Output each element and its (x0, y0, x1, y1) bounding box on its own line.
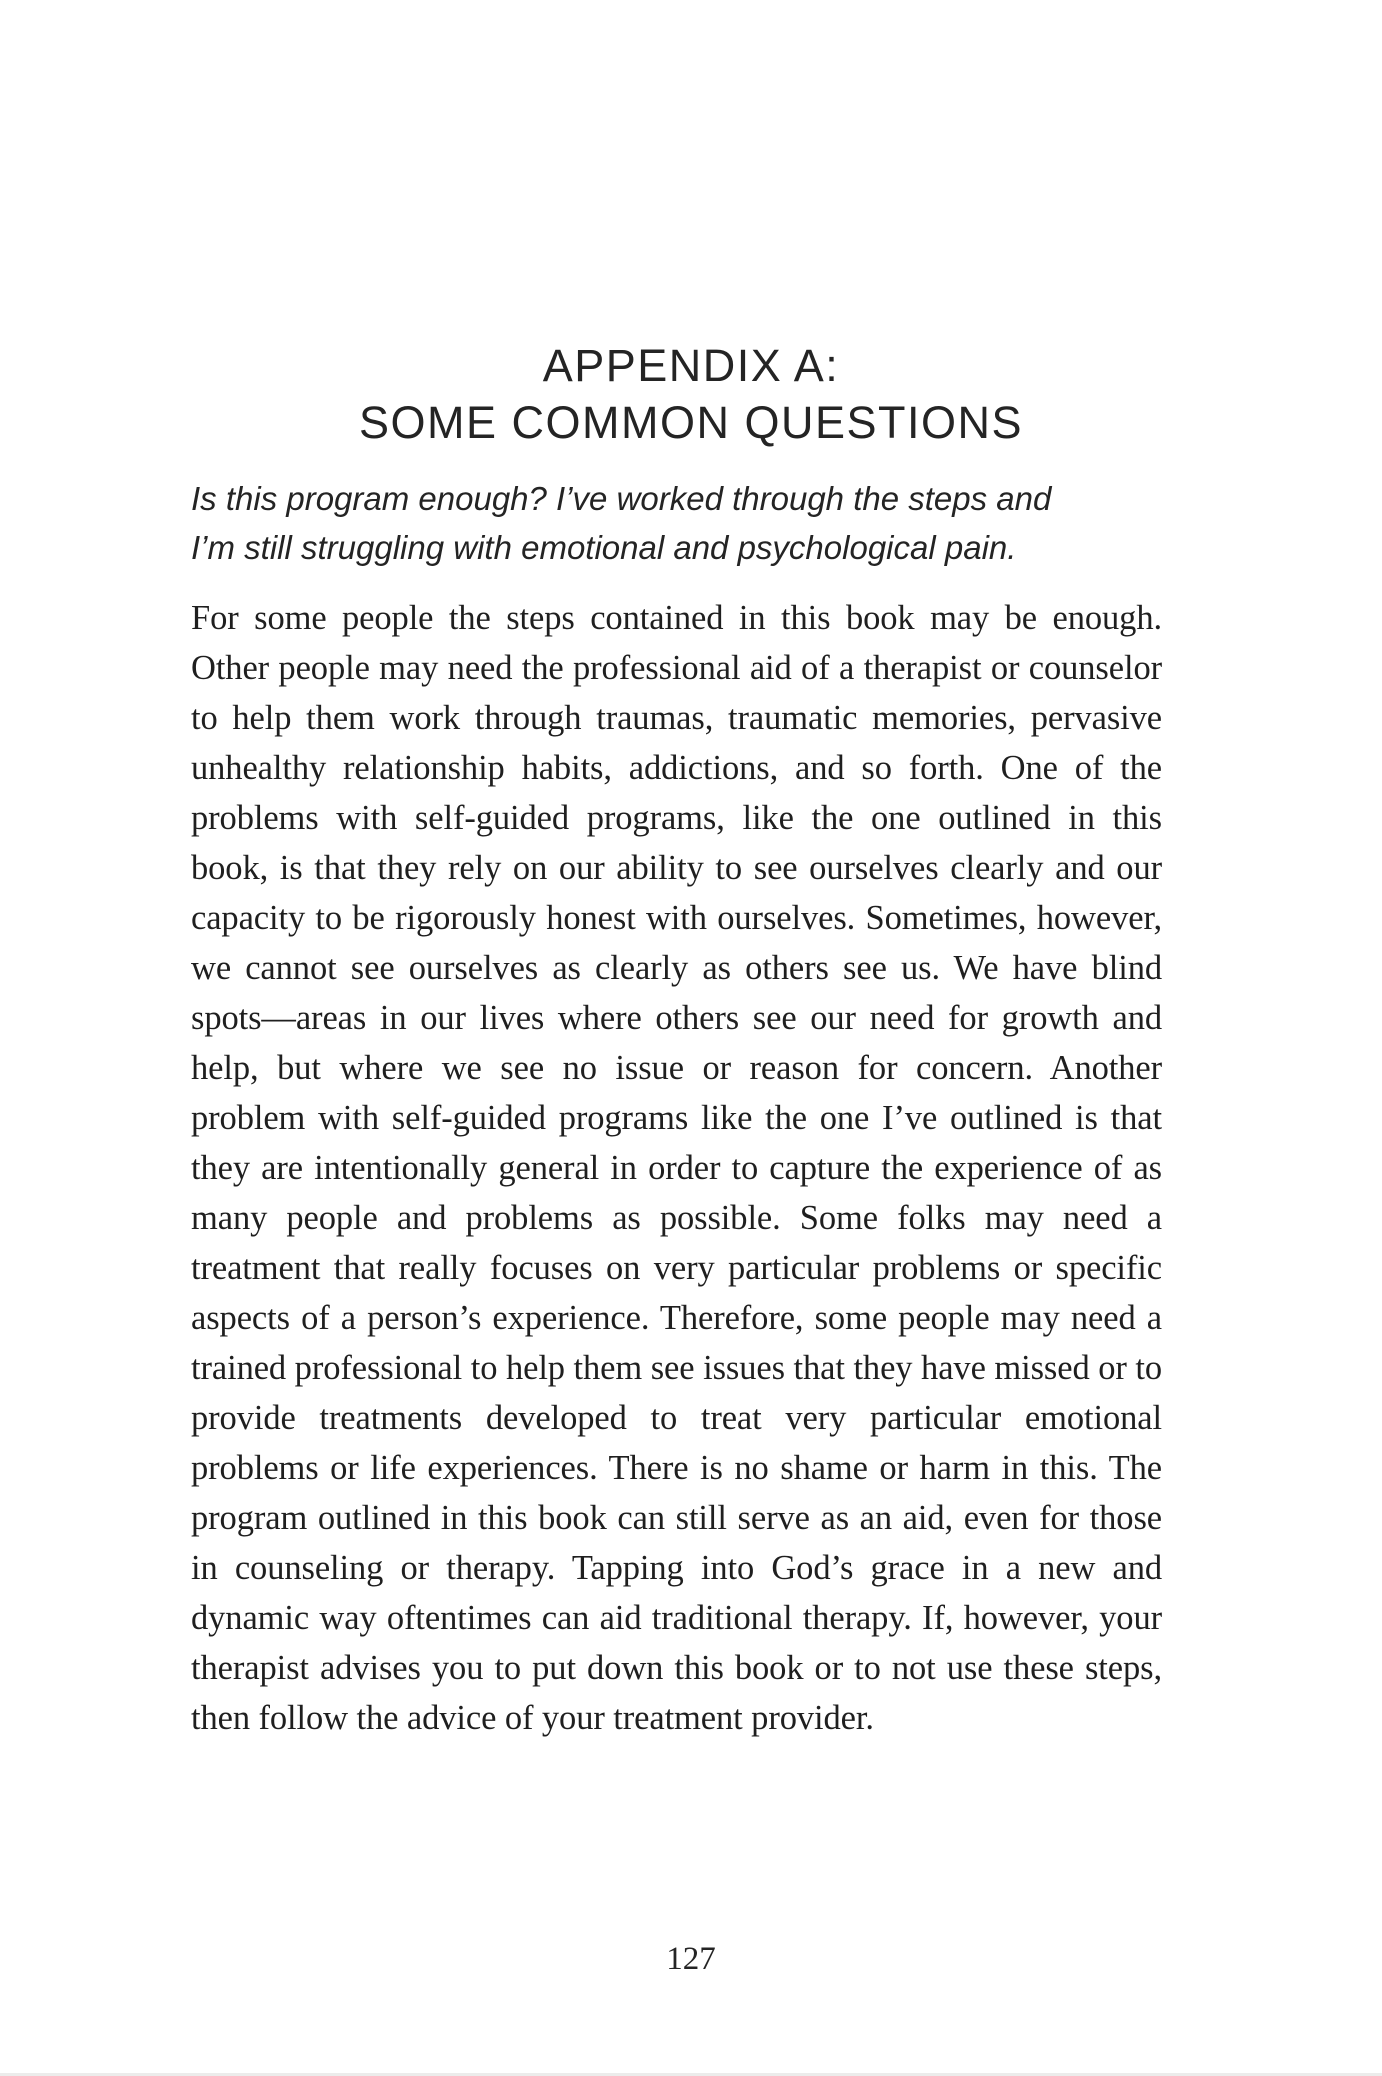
question-line1: Is this program enough? I’ve worked through the steps and (191, 480, 1052, 517)
question-line2: I’m still struggling with emotional and psychological pain. (191, 529, 1017, 566)
appendix-heading-line2: SOME COMMON QUESTIONS (358, 397, 1024, 448)
page-number: 127 (666, 1941, 716, 1977)
question-intro (191, 474, 1176, 572)
appendix-heading (0, 337, 1382, 451)
body-paragraph: For some people the steps contained in this book may be enough. Other people may need the professional aid of a therapist or counselor to help them work through traumas, traumatic memories, pervasive unhealthy relationship habits, addictions, and so forth. One of the problems with self-guided programs, like the one outlined in this book, is that they rely on our ability to see ourselves clearly and our capacity to be rigorously honest with ourselves. Sometimes, however, we cannot see ourselves as clearly as others see us. We have blind spots—areas in our lives where others see our need for growth and help, but where we see no issue or reason for concern. Another problem with self-guided programs like the one I’ve outlined is that they are intentionally general in order to capture the experience of as many people and problems as possible. Some folks may need a treatment that really focuses on very particular problems or specific aspects of a person’s experience. Therefore, some people may need a trained professional to help them see issues that they have missed or to provide treatments developed to treat very particular emotional problems or life experiences. There is no shame or harm in this. The program outlined in this book can still serve as an aid, even for those in counseling or therapy. Tapping into God’s grace in a new and dynamic way oftentimes can aid traditional therapy. If, however, your therapist advises you to put down this book or to not use these steps, then follow the advice of your treatment provider. (191, 599, 1162, 1737)
appendix-heading-line1: APPENDIX A: (542, 340, 840, 391)
